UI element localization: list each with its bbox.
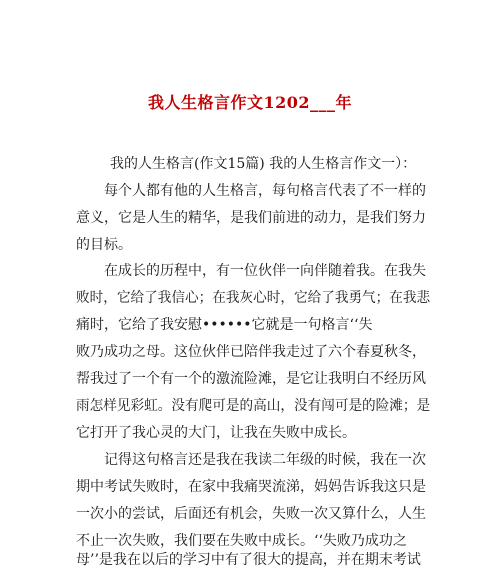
line-text: 它打开了我心灵的大门，让我在失败中成长。	[76, 425, 356, 441]
line-text: 每个人都有他的人生格言，每句格言代表了不一样的	[104, 183, 426, 199]
line-text: 期中考试失败时，在家中我痛哭流涕，妈妈告诉我这只是	[76, 479, 426, 495]
document-title: 我人生格言作文1202___年	[147, 93, 353, 112]
line-text: 一次小的尝试，后面还有机会，失败一次又算什么，人生	[76, 506, 426, 522]
line-text: 不止一次失败，我们要在失败中成长。‘‘失败乃成功之	[76, 533, 407, 549]
line-text: 在成长的历程中，有一位伙伴一向伴随着我。在我失	[104, 263, 426, 279]
line-text: 我的人生格言(作文15篇) 我的人生格言作文一）：	[110, 156, 417, 172]
line-text: 雨怎样见彩虹。没有爬可是的高山，没有闯可是的险滩；是	[76, 398, 431, 414]
line-text: 败时，它给了我信心；在我灰心时，它给了我勇气；在我悲	[76, 290, 431, 306]
line-text: 记得这句格言还是我在我读二年级的时候，我在一次	[104, 452, 426, 468]
line-text: 帮我过了一个有一个的激流险滩，是它让我明白不经历风	[76, 371, 426, 387]
line-text: 败乃成功之母。这位伙伴已陪伴我走过了六个春夏秋冬，	[76, 344, 426, 360]
line-text: 母’’是我在以后的学习中有了很大的提高，并在期末考试	[76, 552, 421, 568]
line-text: 痛时，它给了我安慰••••••它就是一句格言‘‘失	[76, 317, 373, 333]
line-text: 的目标。	[76, 237, 132, 253]
line-text: 意义，它是人生的精华，是我们前进的动力，是我们努力	[76, 210, 426, 226]
